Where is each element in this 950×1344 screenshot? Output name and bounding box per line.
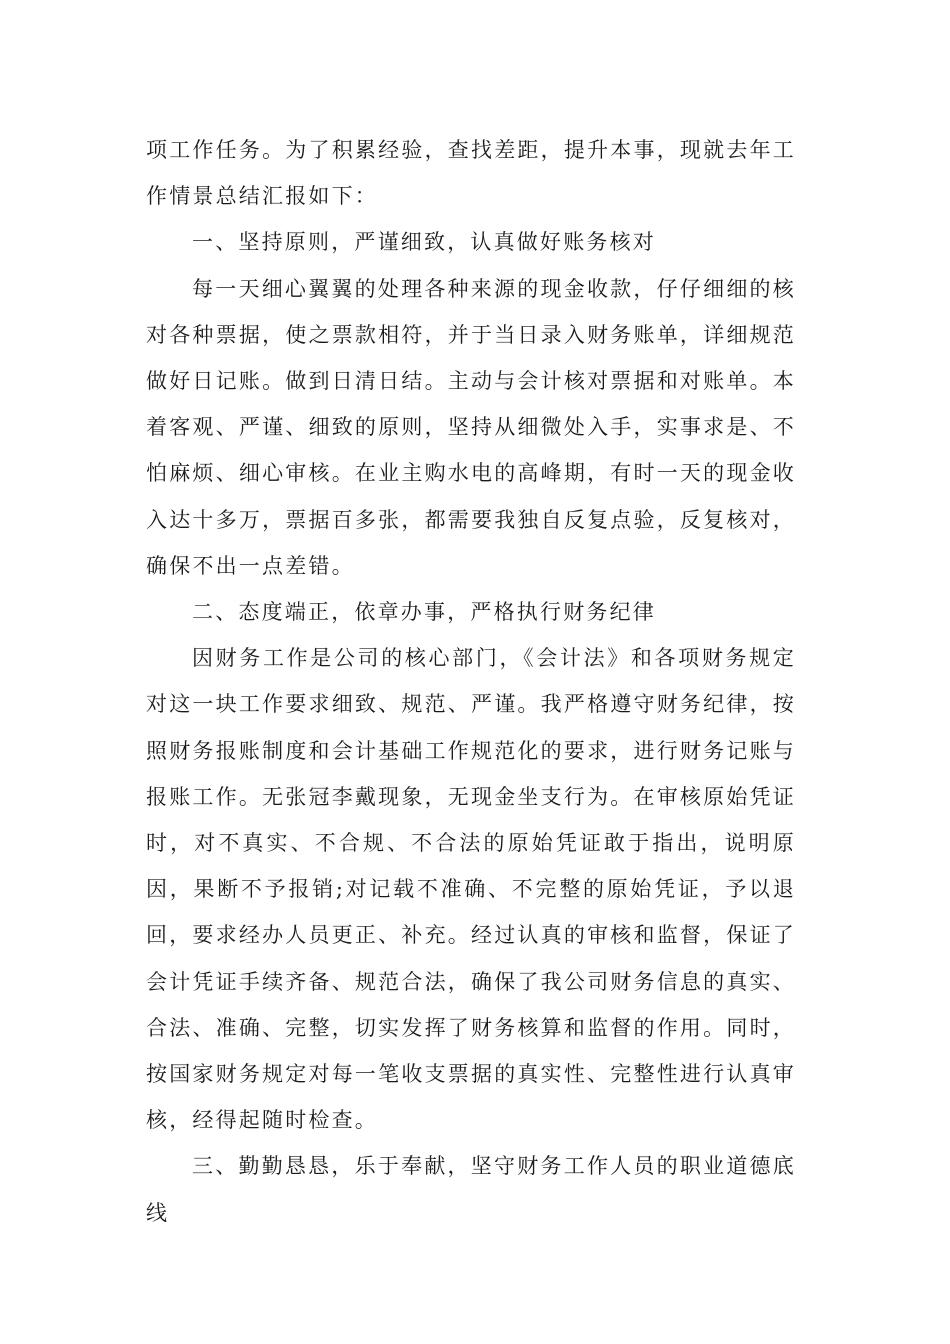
section-heading-1: 一、坚持原则，严谨细致，认真做好账务核对 <box>192 230 656 255</box>
section-heading-2: 二、态度端正，依章办事，严格执行财务纪律 <box>192 600 656 625</box>
paragraph-account-reconciliation: 每一天细心翼翼的处理各种来源的现金收款，仔仔细细的核对各种票据，使之票款相符，并于当日录入财务账单，详细规范做好日记账。做到日清日结。主动与会计核对票据和对账单。本着客观、严谨、细致的原则，坚持从细微处入手，实事求是、不怕麻烦、细心审核。在业主购水电的高峰期，有时一天的现金收入达十多万，票据百多张，都需要我独自反复点验，反复核对，确保不出一点差错。 <box>146 276 796 578</box>
document-body <box>146 127 796 1236</box>
section-heading-3: 三、勤勤恳恳，乐于奉献，坚守财务工作人员的职业道德底线 <box>146 1154 796 1225</box>
paragraph-financial-discipline: 因财务工作是公司的核心部门，《会计法》和各项财务规定对这一块工作要求细致、规范、严谨。我严格遵守财务纪律，按照财务报账制度和会计基础工作规范化的要求，进行财务记账与报账工作。无张冠李戴现象，无现金坐支行为。在审核原始凭证时，对不真实、不合规、不合法的原始凭证敢于指出，说明原因，果断不予报销;对记载不准确、不完整的原始凭证，予以退回，要求经办人员更正、补充。经过认真的审核和监督，保证了会计凭证手续齐备、规范合法，确保了我公司财务信息的真实、合法、准确、完整，切实发挥了财务核算和监督的作用。同时，按国家财务规定对每一笔收支票据的真实性、完整性进行认真审核，经得起随时检查。 <box>146 646 796 1133</box>
paragraph-intro-continued: 项工作任务。为了积累经验，查找差距，提升本事，现就去年工作情景总结汇报如下： <box>146 138 796 209</box>
